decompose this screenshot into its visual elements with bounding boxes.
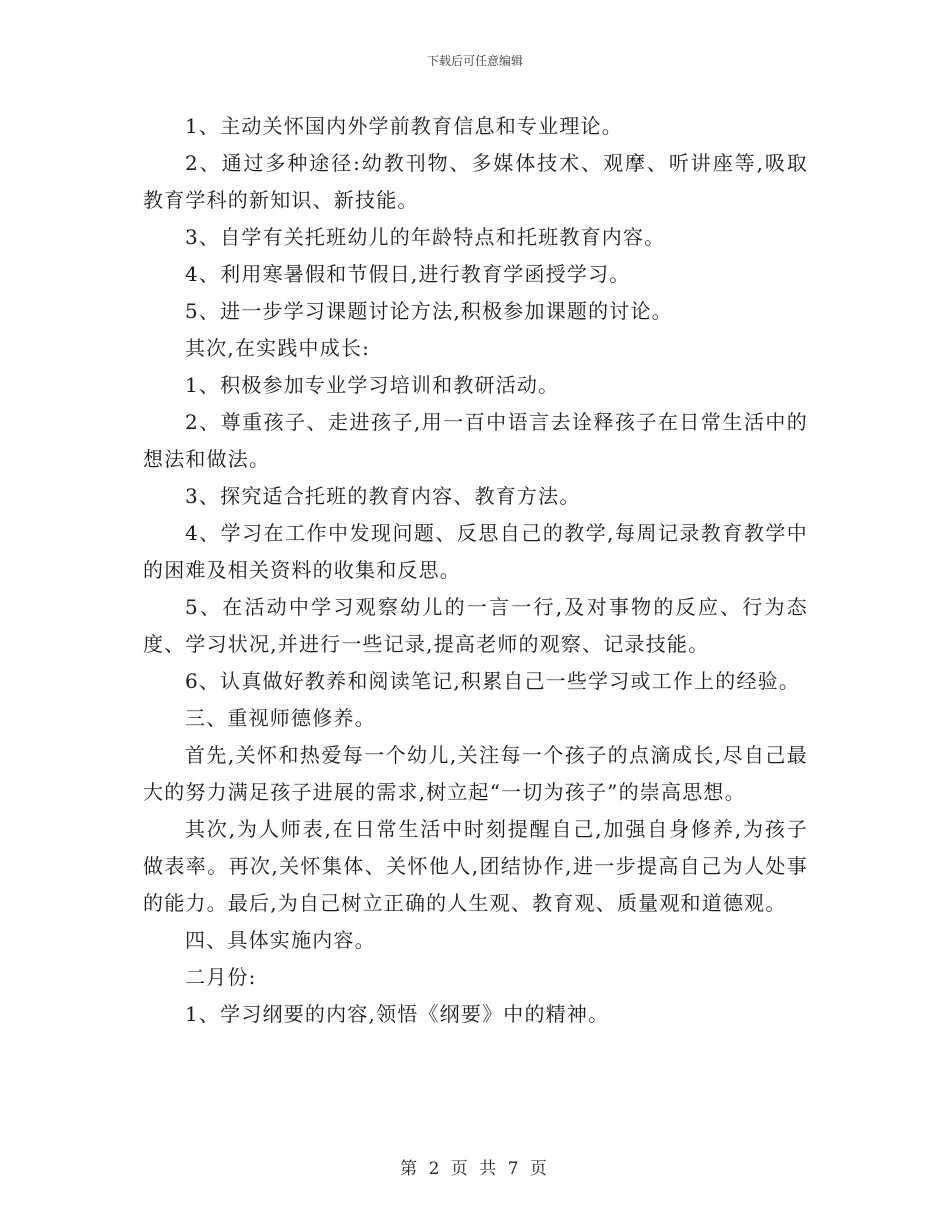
paragraph: 6、认真做好教养和阅读笔记,积累自己一些学习或工作上的经验。 bbox=[185, 669, 801, 693]
document-body bbox=[143, 108, 808, 1033]
paragraph: 5、在活动中学习观察幼儿的一言一行,及对事物的反应、行为态度、学习状况,并进行一些记录,提高老师的观察、记录技能。 bbox=[143, 595, 808, 656]
paragraph: 二月份: bbox=[185, 965, 257, 989]
paragraph: 1、积极参加专业学习培训和教研活动。 bbox=[185, 373, 560, 397]
paragraph: 其次,在实践中成长: bbox=[185, 336, 371, 360]
paragraph: 3、自学有关托班幼儿的年龄特点和托班教育内容。 bbox=[185, 225, 666, 249]
paragraph: 4、学习在工作中发现问题、反思自己的教学,每周记录教育教学中的困难及相关资料的收集和反思。 bbox=[143, 521, 808, 582]
paragraph: 首先,关怀和热爱每一个幼儿,关注每一个孩子的点滴成长,尽自己最大的努力满足孩子进展的需求,树立起“一切为孩子”的崇高思想。 bbox=[143, 743, 808, 804]
section-heading: 三、重视师德修养。 bbox=[185, 706, 376, 730]
page-number: 第 2 页 共 7 页 bbox=[400, 1159, 550, 1179]
paragraph: 2、通过多种途径:幼教刊物、多媒体技术、观摩、听讲座等,吸取教育学科的新知识、新技能。 bbox=[143, 151, 808, 212]
paragraph: 2、尊重孩子、走进孩子,用一百中语言去诠释孩子在日常生活中的想法和做法。 bbox=[143, 410, 808, 471]
paragraph: 其次,为人师表,在日常生活中时刻提醒自己,加强自身修养,为孩子做表率。再次,关怀集体、关怀他人,团结协作,进一步提高自己为人处事的能力。最后,为自己树立正确的人生观、教育观、质量观和道德观。 bbox=[143, 817, 808, 915]
paragraph: 4、利用寒暑假和节假日,进行教育学函授学习。 bbox=[185, 262, 631, 286]
page-header: 下载后可任意编辑 bbox=[426, 54, 523, 68]
paragraph: 1、主动关怀国内外学前教育信息和专业理论。 bbox=[185, 114, 623, 138]
paragraph: 1、学习纲要的内容,领悟《纲要》中的精神。 bbox=[185, 1002, 610, 1026]
paragraph: 3、探究适合托班的教育内容、教育方法。 bbox=[185, 484, 581, 508]
paragraph: 5、进一步学习课题讨论方法,积极参加课题的讨论。 bbox=[185, 299, 673, 323]
section-heading: 四、具体实施内容。 bbox=[185, 928, 376, 952]
